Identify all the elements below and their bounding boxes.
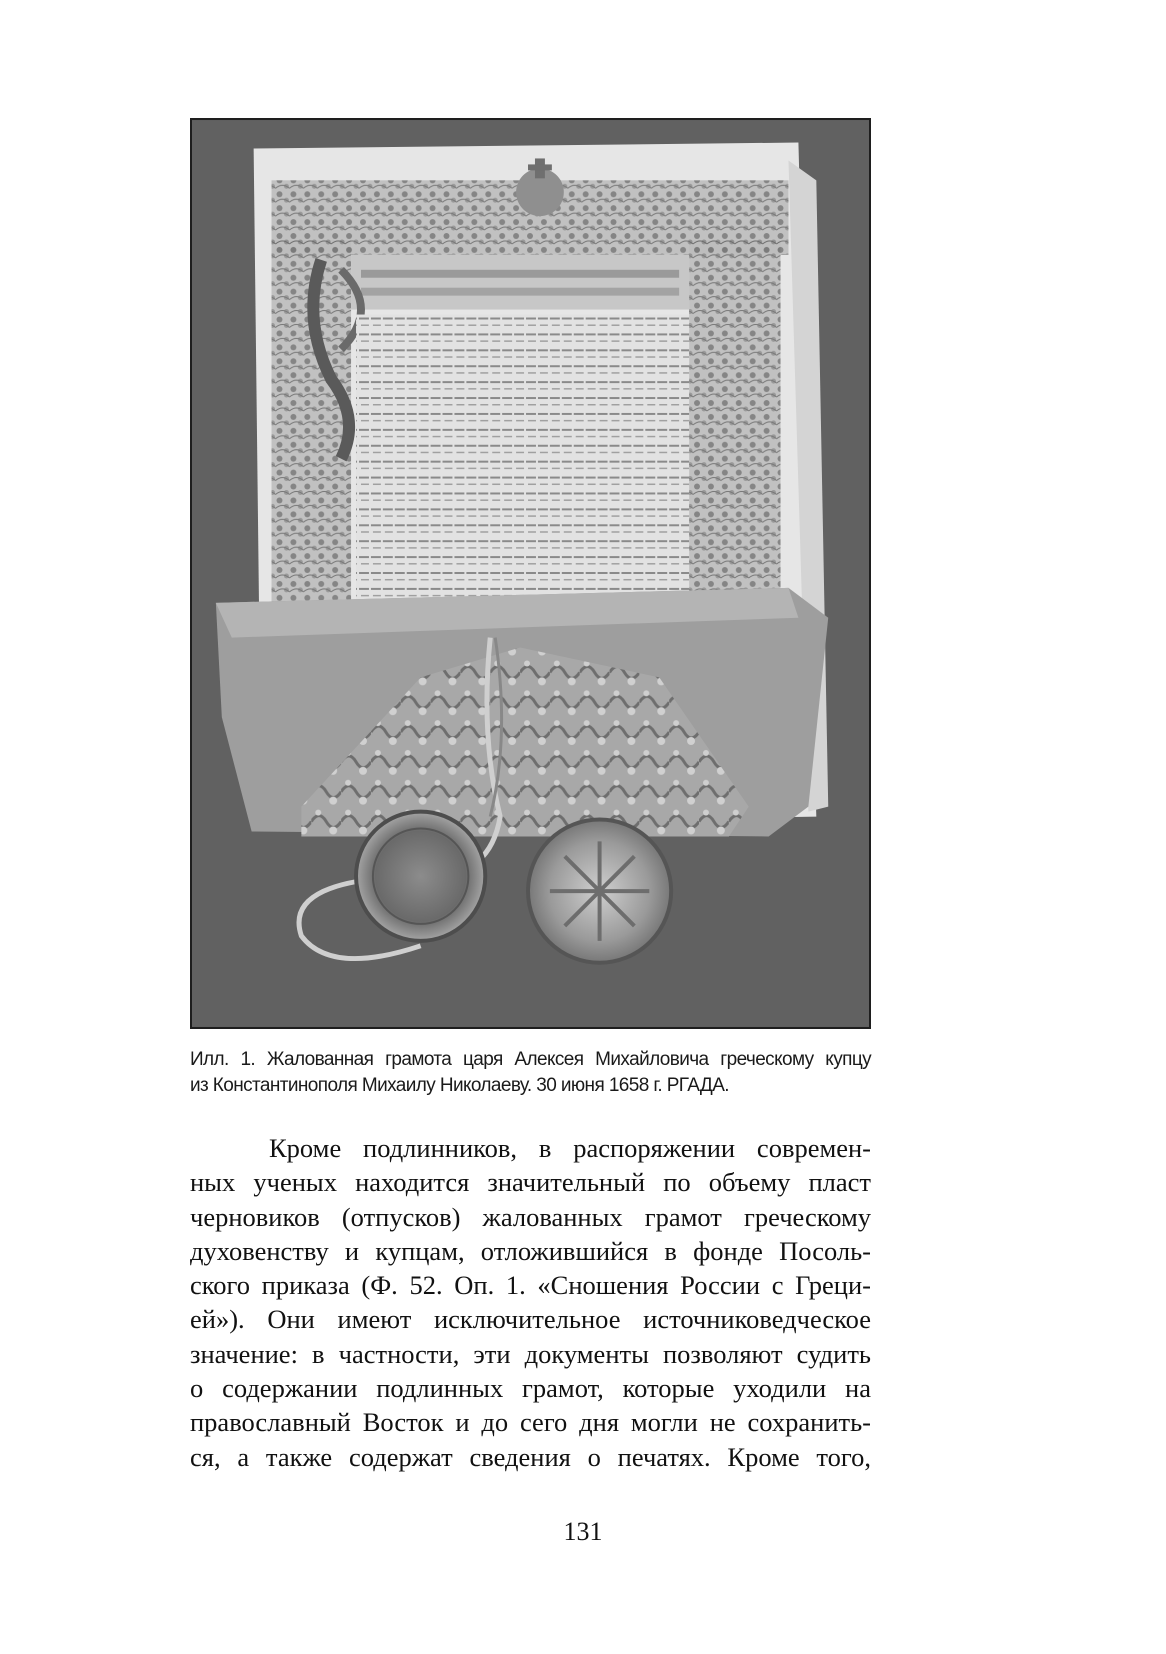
body-paragraph bbox=[190, 1131, 871, 1474]
body-line: черновиков (отпусков) жалованных грамот греческому bbox=[190, 1201, 871, 1232]
body-line: о содержании подлинных грамот, которые уходили на bbox=[190, 1373, 871, 1404]
body-line: ей»). Они имеют исключительное источниковедческое bbox=[190, 1304, 871, 1335]
caption-line: Илл. 1. Жалованная грамота царя Алексея Михайловича греческому купцу bbox=[190, 1049, 871, 1070]
body-line: ского приказа (Ф. 52. Оп. 1. «Сношения России с Греци- bbox=[190, 1270, 871, 1301]
body-line: православный Восток и до сего дня могли не сохранить- bbox=[190, 1407, 871, 1438]
figure-caption bbox=[190, 1047, 871, 1099]
caption-line: из Константинополя Михаилу Николаеву. 30 июня 1658 г. РГАДА. bbox=[190, 1075, 729, 1096]
body-line: значение: в частности, эти документы позволяют судить bbox=[190, 1338, 871, 1369]
body-line: духовенству и купцам, отложившийся в фонде Посоль- bbox=[190, 1235, 871, 1266]
charter-photo-icon bbox=[192, 120, 869, 1027]
page-number: 131 bbox=[563, 1517, 603, 1546]
body-line: ных ученых находится значительный по объему пласт bbox=[190, 1167, 871, 1198]
charter-photograph bbox=[190, 118, 871, 1029]
body-line: Кроме подлинников, в распоряжении современ- bbox=[269, 1133, 871, 1163]
body-line: ся, а также содержат сведения о печатях. Кроме того, bbox=[190, 1441, 871, 1472]
